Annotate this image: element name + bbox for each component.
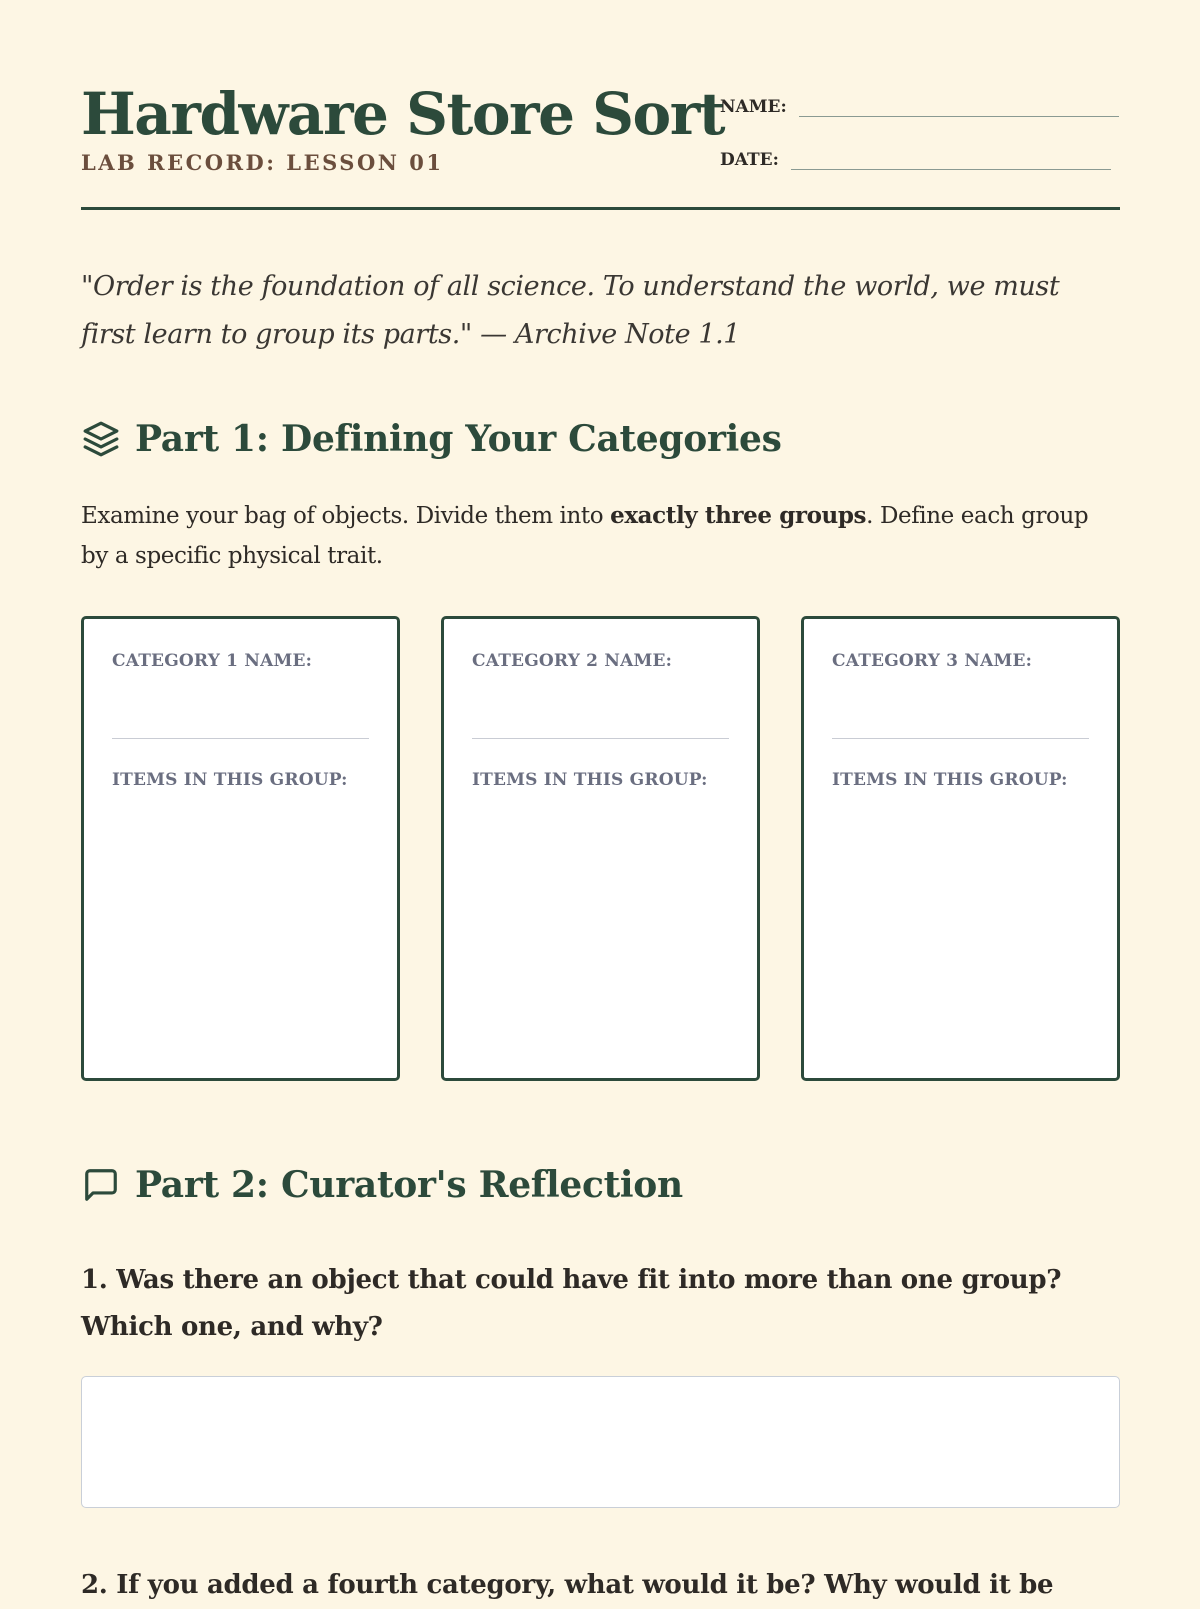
category-name-label: CATEGORY 2 NAME: xyxy=(472,651,673,671)
category-box-2[interactable] xyxy=(441,616,760,1081)
question-2: 2. If you added a fourth category, what would it be? Why would it be xyxy=(81,1570,1054,1600)
page-title: Hardware Store Sort xyxy=(81,80,725,148)
instructions-emphasis: exactly three groups xyxy=(610,502,867,529)
category-items-label: ITEMS IN THIS GROUP: xyxy=(832,770,1068,790)
worksheet-page xyxy=(81,0,1120,1600)
instructions-text-end: . Define each group by a specific physical trait. xyxy=(81,503,1089,569)
name-field[interactable] xyxy=(799,86,1119,117)
category-items-label: ITEMS IN THIS GROUP: xyxy=(112,770,348,790)
category-box-3[interactable] xyxy=(801,616,1120,1081)
layers-icon xyxy=(81,419,121,459)
category-name-label: CATEGORY 3 NAME: xyxy=(832,651,1033,671)
part2-title: Part 2: Curator's Reflection xyxy=(135,1164,683,1206)
part1-title: Part 1: Defining Your Categories xyxy=(135,418,782,460)
part2-header xyxy=(81,1164,683,1206)
date-field-row xyxy=(720,139,1111,170)
category-name-field[interactable] xyxy=(472,738,729,739)
date-field[interactable] xyxy=(791,139,1111,170)
intro-quote: "Order is the foundation of all science. To understand the world, we must first learn to group its parts." — Archive Note 1.1 xyxy=(81,271,1060,350)
category-box-1[interactable] xyxy=(81,616,400,1081)
part1-header xyxy=(81,418,782,460)
question-1: 1. Was there an object that could have fit into more than one group? Which one, and why? xyxy=(81,1265,1062,1342)
name-field-row xyxy=(720,86,1119,117)
category-name-label: CATEGORY 1 NAME: xyxy=(112,651,313,671)
name-label: NAME: xyxy=(720,97,787,117)
worksheet-header xyxy=(81,0,1120,210)
part1-instructions xyxy=(81,496,1120,576)
message-square-icon xyxy=(81,1165,121,1205)
category-name-field[interactable] xyxy=(832,738,1089,739)
category-boxes xyxy=(81,616,1120,1081)
page-subtitle: LAB RECORD: LESSON 01 xyxy=(81,150,444,175)
category-items-label: ITEMS IN THIS GROUP: xyxy=(472,770,708,790)
category-name-field[interactable] xyxy=(112,738,369,739)
instructions-text-start: Examine your bag of objects. Divide them into xyxy=(81,503,611,529)
answer-box-1[interactable] xyxy=(81,1376,1120,1508)
date-label: DATE: xyxy=(720,150,779,170)
